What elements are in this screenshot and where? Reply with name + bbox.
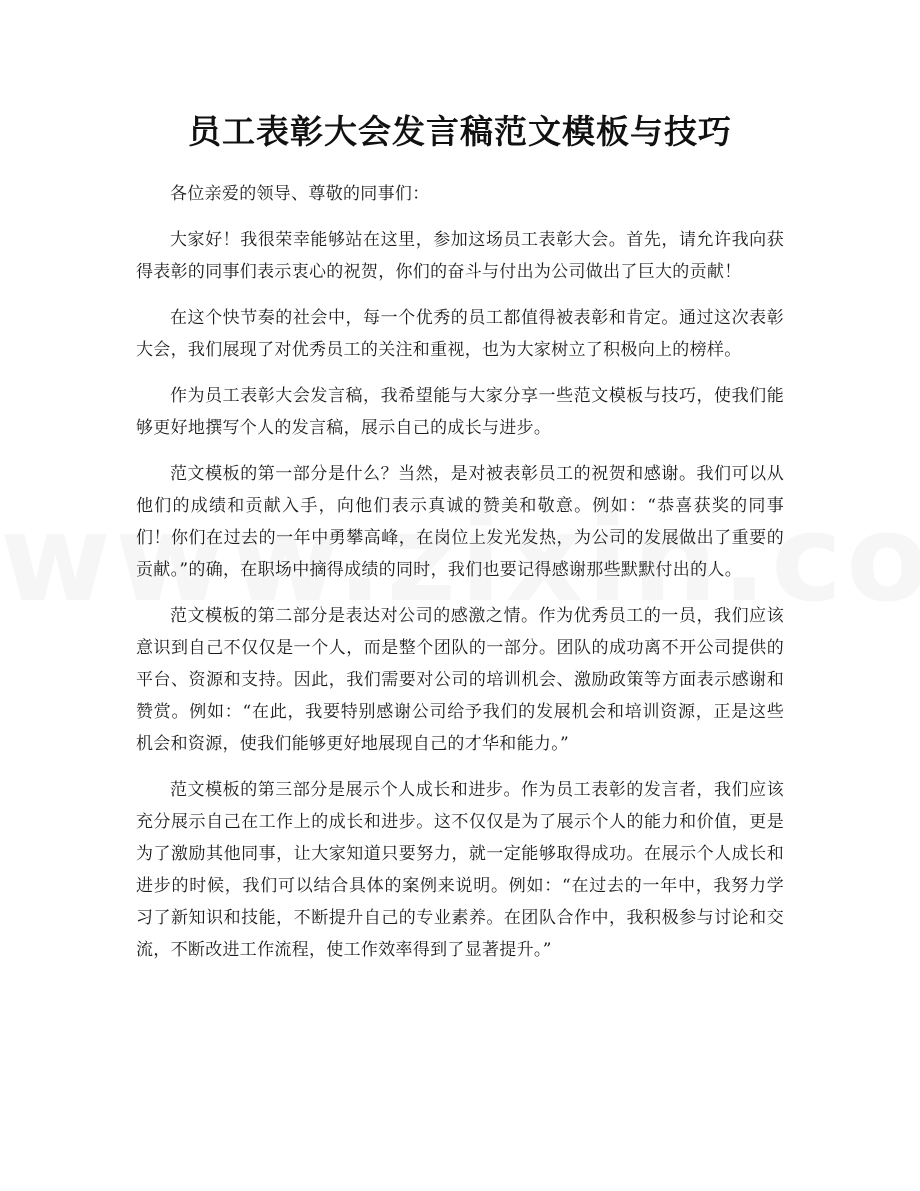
- paragraph-part-two: 范文模板的第二部分是表达对公司的感激之情。作为优秀员工的一员，我们应该意识到自己不仅仅是一个人，而是整个团队的一部分。团队的成功离不开公司提供的平台、资源和支持。因此，我们需要对公司的培训机会、激励政策等方面表示感谢和赞赏。例如：“在此，我要特别感谢公司给予我们的发展机会和培训资源，正是这些机会和资源，使我们能够更好地展现自己的才华和能力。”: [136, 606, 784, 754]
- document-title: 员工表彰大会发言稿范文模板与技巧: [188, 112, 732, 151]
- paragraph-salutation: 各位亲爱的领导、尊敬的同事们：: [170, 184, 430, 204]
- paragraph-greeting: 大家好！我很荣幸能够站在这里，参加这场员工表彰大会。首先，请允许我向获得表彰的同事们表示衷心的祝贺，你们的奋斗与付出为公司做出了巨大的贡献！: [136, 230, 784, 282]
- paragraph-part-three: 范文模板的第三部分是展示个人成长和进步。作为员工表彰的发言者，我们应该充分展示自己在工作上的成长和进步。这不仅仅是为了展示个人的能力和价值，更是为了激励其他同事，让大家知道只要努力，就一定能够取得成功。在展示个人成长和进步的时候，我们可以结合具体的案例来说明。例如：“在过去的一年中，我努力学习了新知识和技能，不断提升自己的专业素养。在团队合作中，我积极参与讨论和交流，不断改进工作流程，使工作效率得到了显著提升。”: [136, 780, 784, 960]
- paragraph-purpose: 作为员工表彰大会发言稿，我希望能与大家分享一些范文模板与技巧，使我们能够更好地撰写个人的发言稿，展示自己的成长与进步。: [136, 386, 784, 438]
- paragraph-part-one: 范文模板的第一部分是什么？当然，是对被表彰员工的祝贺和感谢。我们可以从他们的成绩和贡献入手，向他们表示真诚的赞美和敬意。例如：“恭喜获奖的同事们！你们在过去的一年中勇攀高峰，在岗位上发光发热，为公司的发展做出了重要的贡献。”的确，在职场中摘得成绩的同时，我们也要记得感谢那些默默付出的人。: [136, 464, 784, 580]
- paragraph-context: 在这个快节奏的社会中，每一个优秀的员工都值得被表彰和肯定。通过这次表彰大会，我们展现了对优秀员工的关注和重视，也为大家树立了积极向上的榜样。: [136, 308, 784, 360]
- document-body: [136, 178, 784, 966]
